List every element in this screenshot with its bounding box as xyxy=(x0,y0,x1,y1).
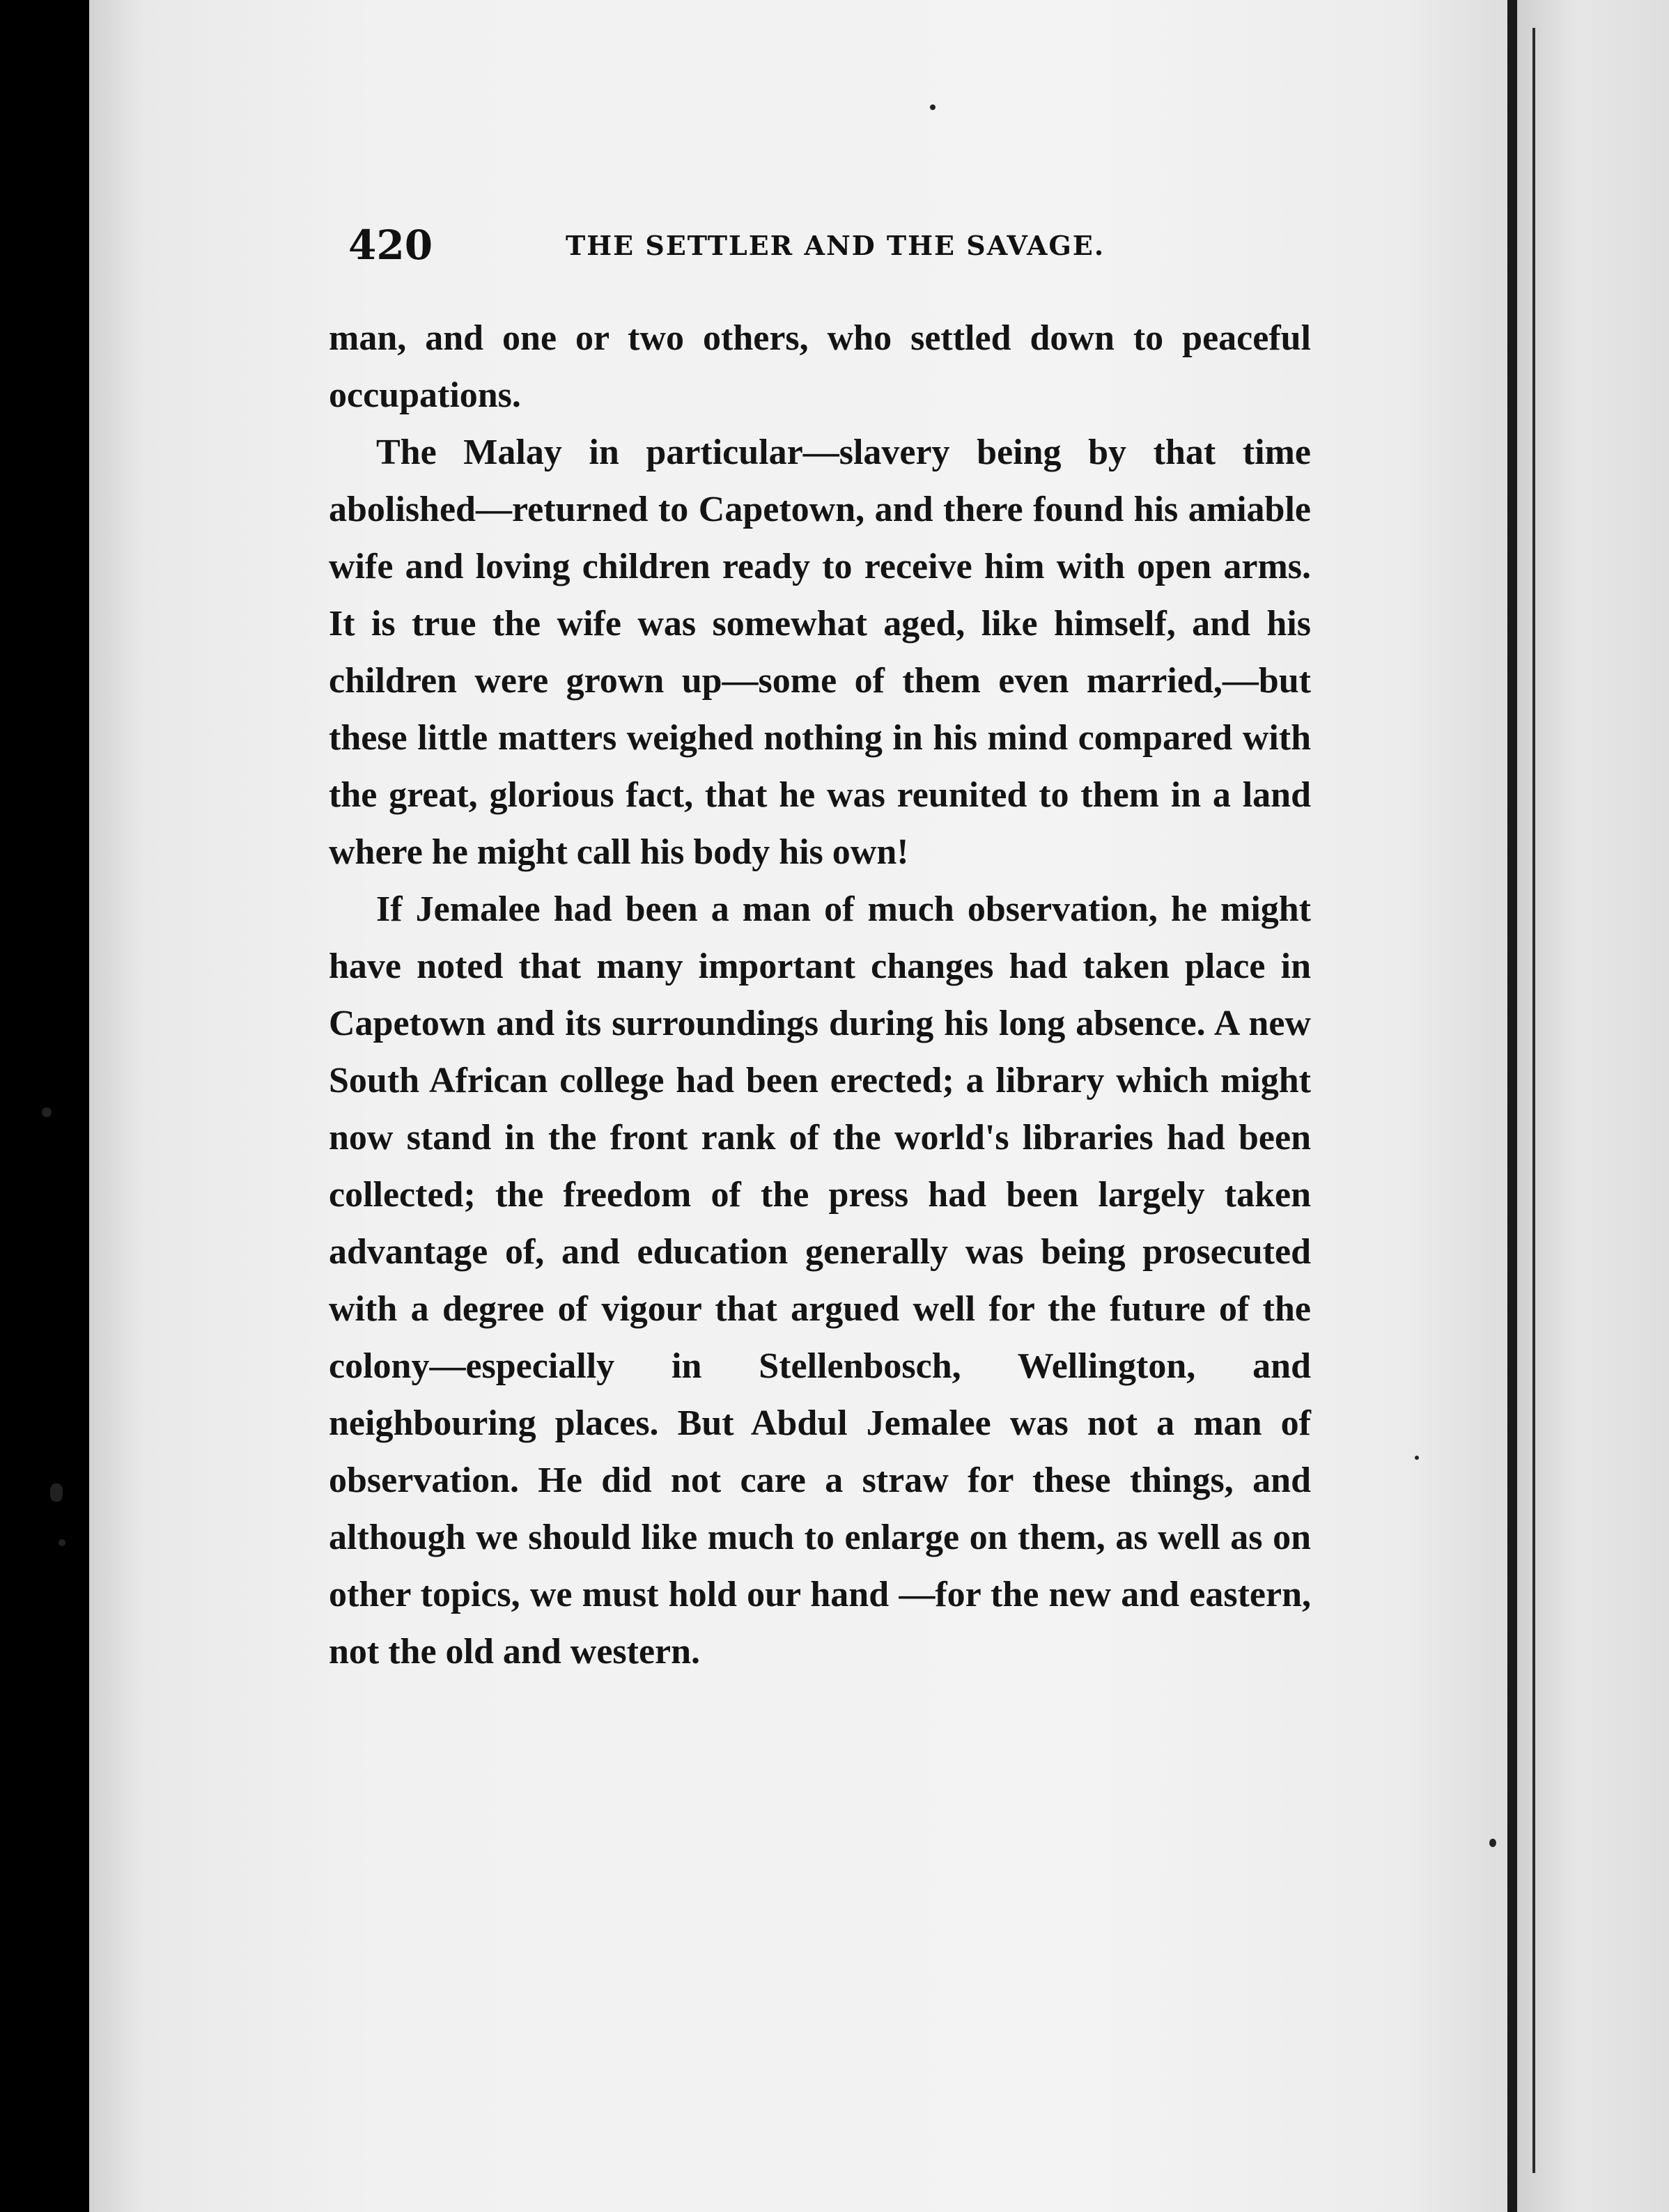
paragraph-malay: The Malay in particular—slavery being by that time abolished—returned to Capetown, and there found his amiable wife and loving children ready to receive him with open arms. It is true the wife was somewhat aged, like himself, and his children were grown up—some of them even married,—but these little matters weighed nothing in his mind compared with the great, glorious fact, that he was reunited to them in a land where he might call his body his own! xyxy=(329,433,1311,872)
paragraph-continued: man, and one or two others, who settled down to peaceful occupations. xyxy=(329,318,1311,415)
page-header xyxy=(348,221,1317,277)
facing-page-line xyxy=(1532,28,1535,2173)
running-head: THE SETTLER AND THE SAVAGE. xyxy=(566,230,1105,261)
body-text xyxy=(329,310,1311,1681)
page-number: 420 xyxy=(348,221,433,269)
facing-page-edge xyxy=(1517,0,1669,2212)
book-spine xyxy=(1507,0,1517,2212)
paragraph-jemalee: If Jemalee had been a man of much observation, he might have noted that many important changes had taken place in Capetown and its surroundings during his long absence. A new South African college had been erected; a library which might now stand in the front rank of the world's libraries had been collected; the freedom of the press had been largely taken advantage of, and education generally was being prosecuted with a degree of vigour that argued well for the future of the colony—especially in Stellenbosch, Wellington, and neighbouring places. But Abdul Jemalee was not a man of observation. He did not care a straw for these things, and although we should like much to enlarge on them, as well as on other topics, we must hold our hand —for the new and eastern, not the old and western. xyxy=(329,889,1311,1672)
